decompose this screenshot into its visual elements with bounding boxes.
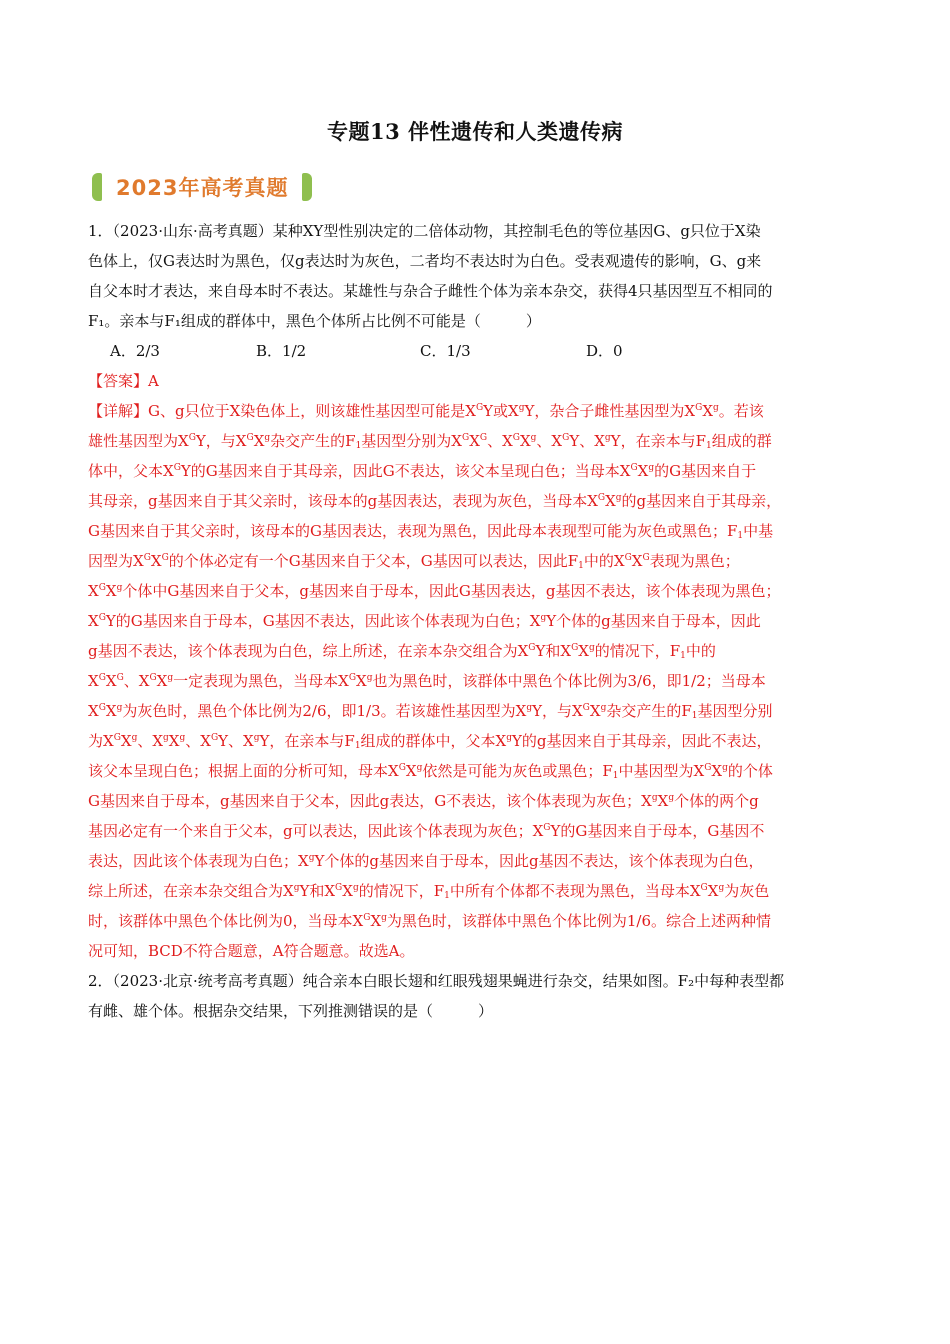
banner-right-cap	[302, 173, 312, 201]
document-body	[88, 216, 860, 1026]
explanation-line: $X^GY$的G基因来自于母本，G基因不表达，因此该个体表现为白色；$X^gY$个体的g基因来自于母本，因此	[88, 612, 761, 630]
option-b: B．1/2	[256, 342, 307, 360]
explanation-line: 因型为$X^GX^G$的个体必定有一个G基因来自于父本，G基因可以表达，因此$F_1$中的$X^GX^G$表现为黑色；	[88, 552, 740, 571]
explanation-line: 基因必定有一个来自于父本，g可以表达，因此该个体表现为灰色；$X^GY$的G基因来自于母本，G基因不	[88, 822, 765, 840]
explanation-line: 为$X^GX^g$、$X^gX^g$、$X^GY$、$X^gY$，在亲本与$F_1$组成的群体中，父本$X^gY$的g基因来自于其母亲，因此不表达，	[88, 732, 772, 751]
section-banner	[92, 170, 312, 204]
option-d: D．0	[586, 342, 623, 360]
question-2-line: 有雌、雄个体。根据杂交结果，下列推测错误的是（ ）	[88, 1002, 494, 1020]
banner-text: 2023年高考真题	[116, 176, 289, 200]
explanation-line: $X^GX^G$、$X^GX^g$一定表现为黑色，当母本$X^GX^g$也为黑色时，该群体中黑色个体比例为3/6，即1/2；当母本	[88, 672, 766, 690]
document-title: 专题13 伴性遗传和人类遗传病	[326, 119, 624, 144]
explanation-line: 况可知，BCD不符合题意，A符合题意。故选A。	[88, 942, 415, 960]
question-1-line: 色体上，仅G表达时为黑色，仅g表达时为灰色，二者均不表达时为白色。受表观遗传的影响，G、g来	[88, 252, 762, 270]
banner-left-cap	[92, 173, 102, 201]
explanation-line: G基因来自于母本，g基因来自于父本，因此g表达，G不表达，该个体表现为灰色；$X^gX^g$个体的两个g	[88, 792, 759, 810]
question-1-line: 1．（2023·山东·高考真题）某种XY型性别决定的二倍体动物，其控制毛色的等位基因G、g只位于X染	[88, 222, 761, 240]
explanation-line: 其母亲，g基因来自于其父亲时，该母本的g基因表达，表现为灰色，当母本$X^GX^g$的g基因来自于其母亲，	[88, 492, 782, 510]
question-1-line: 自父本时才表达，来自母本时不表达。某雄性与杂合子雌性个体为亲本杂交，获得4只基因型互不相同的	[88, 282, 773, 300]
explanation-line: 表达，因此该个体表现为白色；$X^gY$个体的g基因来自于母本，因此g基因不表达，该个体表现为白色，	[88, 852, 764, 870]
explanation-line: 该父本呈现白色；根据上面的分析可知，母本$X^GX^g$依然是可能为灰色或黑色；$F_1$中基因型为$X^GX^g$的个体	[88, 762, 773, 781]
explanation-line: 时，该群体中黑色个体比例为0，当母本$X^GX^g$为黑色时，该群体中黑色个体比例为1/6。综合上述两种情	[88, 912, 772, 930]
explanation	[88, 396, 860, 966]
question-1-line: F₁。亲本与F₁组成的群体中，黑色个体所占比例不可能是（ ）	[88, 312, 541, 330]
explanation-line: 体中，父本$X^GY$的G基因来自于其母亲，因此G不表达，该父本呈现白色；当母本$X^GX^g$的G基因来自于	[88, 462, 757, 480]
answer: 【答案】A	[88, 372, 159, 390]
explanation-line: 雄性基因型为$X^GY$，与$X^GX^g$杂交产生的$F_1$基因型分别为$X^GX^G$、$X^GX^g$、$X^GY$、$X^gY$，在亲本与$F_1$组成的群	[88, 432, 772, 451]
explanation-line: G基因来自于其父亲时，该母本的G基因表达，表现为黑色，因此母本表现型可能为灰色或黑色；$F_1$中基	[88, 522, 774, 541]
option-c: C．1/3	[420, 342, 471, 360]
explanation-line: g基因不表达，该个体表现为白色，综上所述，在亲本杂交组合为$X^GY$和$X^GX^g$的情况下，$F_1$中的	[88, 642, 716, 661]
explanation-line: 【详解】G、g只位于X染色体上，则该雄性基因型可能是$X^GY$或$X^gY$，杂合子雌性基因型为$X^GX^g$。若该	[88, 402, 764, 420]
question-2	[88, 966, 860, 1026]
explanation-line: $X^GX^g$个体中G基因来自于父本，g基因来自于母本，因此G基因表达，g基因不表达，该个体表现为黑色；	[88, 582, 781, 600]
question-2-line: 2．（2023·北京·统考高考真题）纯合亲本白眼长翅和红眼残翅果蝇进行杂交，结果如图。F₂中每种表型都	[88, 972, 785, 990]
question-1-options	[88, 336, 860, 366]
explanation-line: 综上所述，在亲本杂交组合为$X^gY$和$X^GX^g$的情况下，$F_1$中所有个体都不表现为黑色，当母本$X^GX^g$为灰色	[88, 882, 770, 901]
option-a: A．2/3	[110, 342, 160, 360]
explanation-line: $X^GX^g$为灰色时，黑色个体比例为2/6，即1/3。若该雄性基因型为$X^gY$，与$X^GX^g$杂交产生的$F_1$基因型分别	[88, 702, 773, 721]
question-1	[88, 216, 860, 966]
